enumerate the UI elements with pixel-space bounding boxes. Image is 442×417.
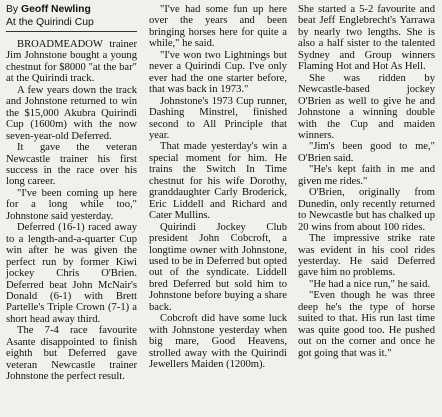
paragraph: The impressive strike rate was evident in his cool rides yesterday. He said Deferred gave him no problems. <box>298 233 435 279</box>
paragraph: It gave the veteran Newcastle trainer his first success in the race over his long career. <box>6 142 137 188</box>
paragraph: She started a 5-2 favourite and beat Jeff Englebrecht's Yarrawa by nearly two lengths. She is also a half sister to the talented Sydney and Group winners Flaming Hot and Hot As Hell. <box>298 4 435 73</box>
paragraph: Quirindi Jockey Club president John Cobcroft, a longtime owner with Johnstone, used to be in Deferred but opted out of the syndicate. Liddell bred Deferred but sold him to Johnstone before buying a share back. <box>149 221 287 313</box>
paragraph: That made yesterday's win a special moment for him. He trains the Switch In Time chestnut for his wife Dorothy, granddaughter Carly Broderick, Eric Liddell and Richard and Cater Mullins. <box>149 141 287 222</box>
article-column-3 <box>298 4 435 359</box>
author-name: Geoff Newling <box>21 4 91 15</box>
paragraph: Deferred (16-1) raced away to a length-and-a-quarter Cup win after he was given the perfect run by former Kiwi jockey Chris O'Brien. Deferred beat John McNair's Donald (6-1) with Brett Partelle's Triple Crown (7-1) a short head away third. <box>6 222 137 325</box>
byline-prefix: By <box>6 4 19 15</box>
paragraph: The 7-4 race favourite Asante disappointed to finish eighth but Deferred gave veteran Newcastle trainer Johnstone the perfect result. <box>6 325 137 383</box>
byline <box>6 4 137 17</box>
article-column-2 <box>149 4 287 371</box>
paragraph: BROADMEADOW trainer Jim Johnstone bought a young chestnut for $8000 "at the bar" at the Quirindi track. <box>6 39 137 85</box>
dateline: At the Quirindi Cup <box>6 17 137 33</box>
paragraph: Johnstone's 1973 Cup runner, Dashing Minstrel, finished second to All Principle that year. <box>149 95 287 141</box>
paragraph: "I've had some fun up here over the years and been bringing horses here for quite a while," he said. <box>149 4 287 50</box>
paragraph: She was ridden by Newcastle-based jockey O'Brien as well to give he and Johnstone a winning double with the Cup and maiden winners. <box>298 72 435 141</box>
paragraph: "Jim's been good to me," O'Brien said. <box>298 141 435 164</box>
paragraph: A few years down the track and Johnstone returned to win the $15,000 Akubra Quirindi Cup (1600m) with the now seven-year-old Deferred. <box>6 84 137 142</box>
paragraph: "He had a nice run," he said. <box>309 278 431 290</box>
paragraph: "I've won two Lightnings but never a Quirindi Cup. I've only ever had the one starter before, that was back in 1973." <box>149 49 287 96</box>
paragraph: "Even though he was three deep he's the type of horse suited to that. His run last time was quite good too. He pushed out on the corner and once he got going that was it." <box>298 290 435 359</box>
paragraph: Cobcroft did have some luck with Johnstone yesterday when big mare, Good Heavens, strolled away with the Quirindi Jewellers Maiden (1200m). <box>149 313 287 371</box>
article-column-1 <box>6 4 137 383</box>
paragraph: O'Brien, originally from Dunedin, only recently returned to Newcastle but has chalked up 20 wins from about 100 rides. <box>298 187 435 233</box>
paragraph: "I've been coming up here for a long while too," Johnstone said yesterday. <box>6 187 137 222</box>
paragraph: "He's kept faith in me and given me rides." <box>298 164 435 187</box>
